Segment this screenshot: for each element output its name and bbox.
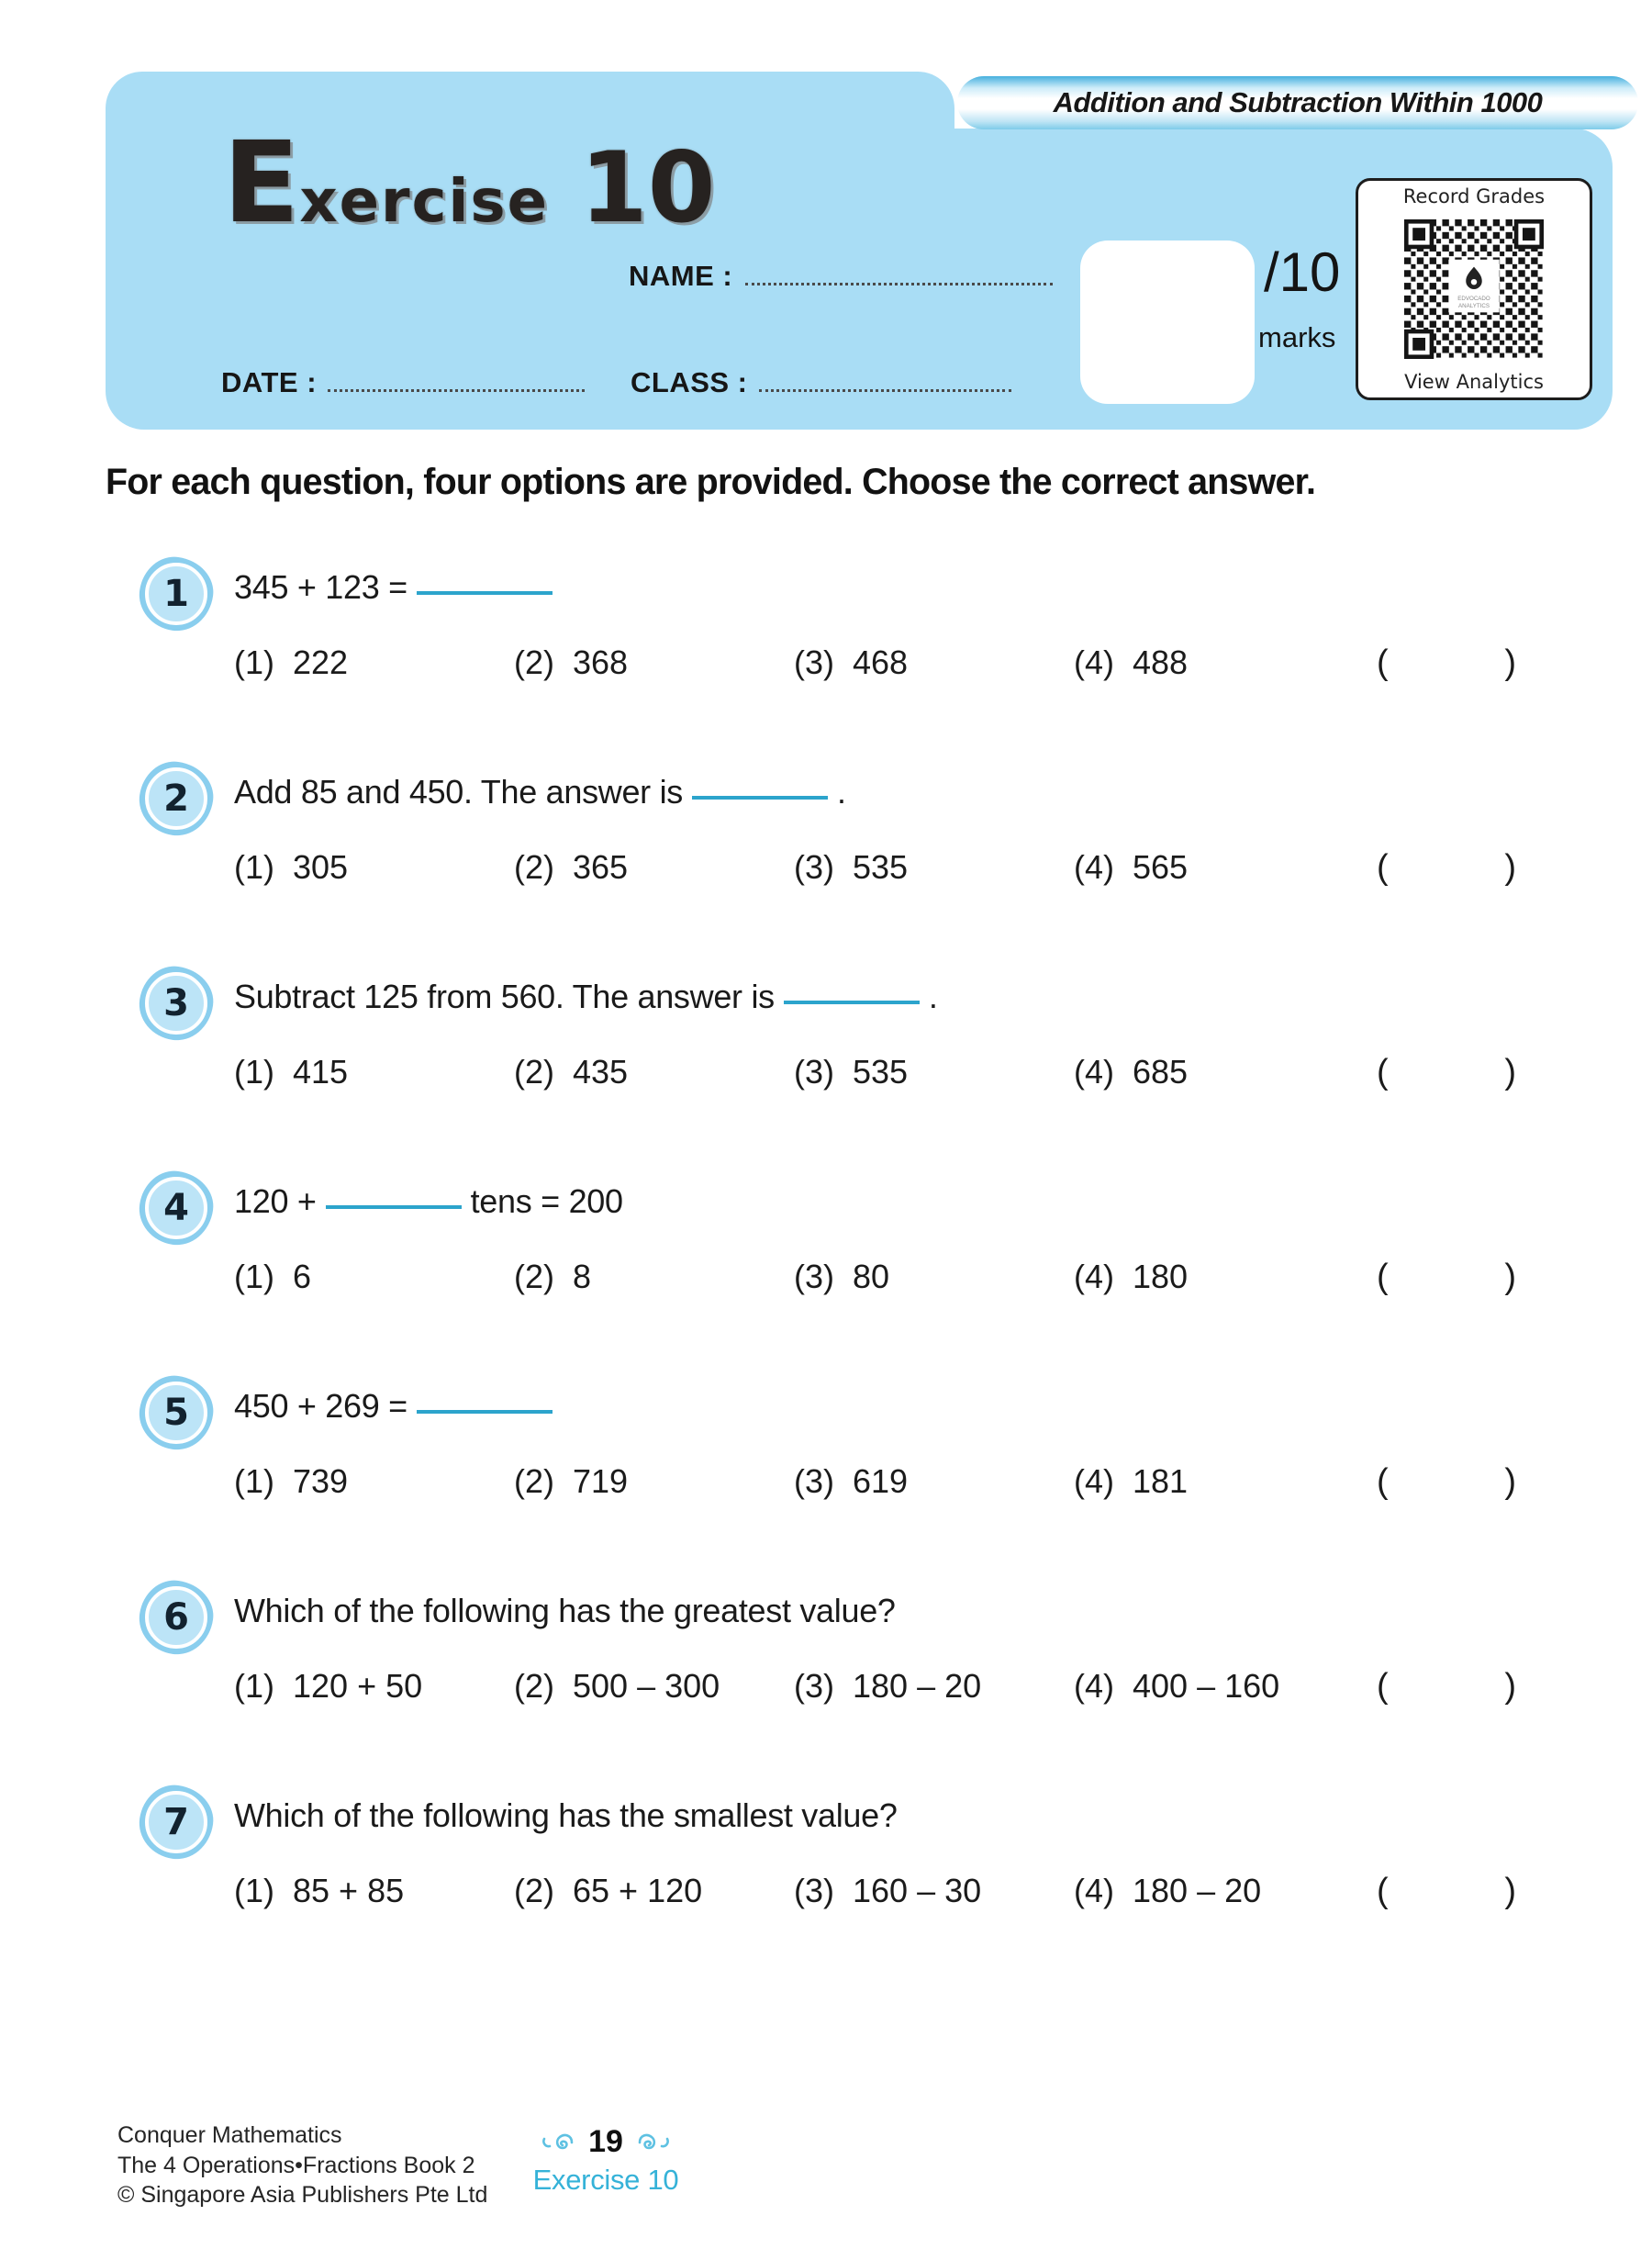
- answer-slot[interactable]: ( ): [1377, 643, 1516, 682]
- name-row: [629, 255, 1053, 293]
- qr-code: [1404, 219, 1544, 359]
- option-3: (3) 180 – 20: [794, 1667, 982, 1705]
- answer-blank[interactable]: [784, 1001, 920, 1004]
- question-text-after: .: [836, 773, 846, 811]
- question-list: [0, 552, 1652, 1985]
- question-text-before: 450 + 269 =: [234, 1387, 407, 1425]
- name-input-line[interactable]: [745, 255, 1053, 285]
- question-4: [0, 1166, 1652, 1371]
- question-number: 1: [145, 563, 207, 625]
- question-text-before: 345 + 123 =: [234, 568, 407, 606]
- page-footer: [496, 2124, 716, 2197]
- question-7-badge: [140, 1785, 213, 1859]
- question-text: [234, 978, 1615, 1016]
- question-body: [234, 1182, 1615, 1221]
- question-number: 5: [145, 1382, 207, 1444]
- question-4-badge: [140, 1171, 213, 1245]
- question-1: [0, 552, 1652, 756]
- options-row: [234, 1462, 1556, 1505]
- publisher-line-3: © Singapore Asia Publishers Pte Ltd: [117, 2182, 488, 2208]
- exercise-title-word: xercise: [299, 168, 549, 236]
- question-text-before: 120 +: [234, 1182, 317, 1220]
- options-row: [234, 848, 1556, 890]
- name-label: NAME :: [629, 260, 733, 292]
- option-4: (4) 488: [1074, 643, 1189, 681]
- marks-label: marks: [1258, 321, 1336, 353]
- qr-bottom-label: View Analytics: [1404, 371, 1544, 393]
- question-text: [234, 1387, 1615, 1426]
- left-swirl-ornament: [541, 2130, 575, 2155]
- question-number: 4: [145, 1177, 207, 1239]
- right-swirl-ornament: [636, 2130, 671, 2155]
- option-3: (3) 160 – 30: [794, 1872, 982, 1909]
- question-1-badge: [140, 557, 213, 631]
- question-text: [234, 773, 1615, 811]
- answer-slot[interactable]: ( ): [1377, 848, 1516, 887]
- answer-blank[interactable]: [417, 591, 553, 595]
- exercise-title-number: 10: [579, 131, 716, 244]
- question-body: [234, 1592, 1615, 1630]
- option-2: (2) 500 – 300: [514, 1667, 720, 1705]
- option-1: (1) 305: [234, 848, 349, 886]
- question-number: 3: [145, 972, 207, 1035]
- question-body: [234, 1387, 1615, 1426]
- question-7: [0, 1780, 1652, 1985]
- answer-blank[interactable]: [417, 1410, 553, 1414]
- option-3: (3) 468: [794, 643, 909, 681]
- qr-finder-tr: [1514, 219, 1544, 249]
- option-4: (4) 181: [1074, 1462, 1189, 1500]
- question-number: 7: [145, 1791, 207, 1853]
- option-2: (2) 65 + 120: [514, 1872, 703, 1909]
- chapter-banner: [957, 76, 1638, 129]
- options-row: [234, 1053, 1556, 1095]
- class-input-line[interactable]: [759, 362, 1011, 392]
- question-5: [0, 1371, 1652, 1575]
- qr-logo-line1: EDVOCADO: [1457, 295, 1490, 302]
- option-4: (4) 565: [1074, 848, 1189, 886]
- option-3: (3) 535: [794, 848, 909, 886]
- class-label: CLASS :: [631, 366, 748, 398]
- question-5-badge: [140, 1376, 213, 1449]
- header: [106, 72, 1613, 430]
- option-4: (4) 685: [1074, 1053, 1189, 1091]
- page-number-row: [496, 2124, 716, 2160]
- class-row: [631, 362, 1011, 399]
- date-label: DATE :: [221, 366, 318, 398]
- question-3: [0, 961, 1652, 1166]
- option-1: (1) 222: [234, 643, 349, 681]
- question-body: [234, 1796, 1615, 1835]
- option-2: (2) 719: [514, 1462, 629, 1500]
- question-text: Which of the following has the smallest value?: [234, 1796, 898, 1834]
- option-4: (4) 180: [1074, 1258, 1189, 1295]
- option-2: (2) 365: [514, 848, 629, 886]
- option-3: (3) 619: [794, 1462, 909, 1500]
- question-text-before: Subtract 125 from 560. The answer is: [234, 978, 775, 1015]
- options-row: [234, 643, 1556, 686]
- answer-blank[interactable]: [326, 1205, 462, 1209]
- question-6: [0, 1575, 1652, 1780]
- answer-slot[interactable]: ( ): [1377, 1053, 1516, 1091]
- answer-slot[interactable]: ( ): [1377, 1872, 1516, 1910]
- question-3-badge: [140, 967, 213, 1040]
- question-6-badge: [140, 1581, 213, 1654]
- qr-logo-line2: ANALYTICS: [1457, 302, 1490, 309]
- score-box[interactable]: [1080, 241, 1255, 404]
- options-row: [234, 1258, 1556, 1300]
- option-2: (2) 368: [514, 643, 629, 681]
- option-1: (1) 415: [234, 1053, 349, 1091]
- qr-panel: [1356, 178, 1592, 400]
- option-2: (2) 435: [514, 1053, 629, 1091]
- question-text-after: .: [928, 978, 938, 1015]
- question-text: Which of the following has the greatest value?: [234, 1592, 896, 1629]
- question-text: [234, 568, 1615, 607]
- qr-top-label: Record Grades: [1402, 185, 1546, 207]
- footer-exercise-ref: Exercise 10: [532, 2164, 679, 2196]
- option-2: (2) 8: [514, 1258, 592, 1295]
- option-1: (1) 120 + 50: [234, 1667, 423, 1705]
- date-row: [221, 362, 585, 399]
- question-number: 6: [145, 1586, 207, 1649]
- publisher-line-2: The 4 Operations•Fractions Book 2: [117, 2152, 475, 2178]
- answer-slot[interactable]: ( ): [1377, 1258, 1516, 1296]
- answer-blank[interactable]: [692, 796, 828, 800]
- question-text-before: Add 85 and 450. The answer is: [234, 773, 683, 811]
- option-3: (3) 535: [794, 1053, 909, 1091]
- marks-total: /10: [1264, 241, 1341, 303]
- exercise-title-initial: E: [223, 117, 300, 248]
- question-text-after: tens = 200: [470, 1182, 623, 1220]
- question-body: [234, 773, 1615, 811]
- answer-slot[interactable]: ( ): [1377, 1462, 1516, 1501]
- option-4: (4) 180 – 20: [1074, 1872, 1262, 1909]
- options-row: [234, 1872, 1556, 1914]
- publisher-line-1: Conquer Mathematics: [117, 2122, 342, 2148]
- question-number: 2: [145, 767, 207, 830]
- option-4: (4) 400 – 160: [1074, 1667, 1280, 1705]
- question-body: [234, 568, 1615, 607]
- exercise-title: [223, 117, 716, 248]
- qr-finder-bl: [1404, 330, 1434, 359]
- option-1: (1) 6: [234, 1258, 312, 1295]
- question-text: [234, 1182, 1615, 1221]
- question-2: [0, 756, 1652, 961]
- option-1: (1) 739: [234, 1462, 349, 1500]
- option-3: (3) 80: [794, 1258, 890, 1295]
- publisher-info: [117, 2120, 487, 2210]
- option-1: (1) 85 + 85: [234, 1872, 405, 1909]
- instruction-text: For each question, four options are provided. Choose the correct answer.: [106, 462, 1316, 502]
- question-2-badge: [140, 762, 213, 835]
- options-row: [234, 1667, 1556, 1709]
- qr-finder-tl: [1404, 219, 1434, 249]
- page-number: 19: [588, 2124, 623, 2159]
- date-input-line[interactable]: [328, 362, 585, 392]
- question-body: [234, 978, 1615, 1016]
- answer-slot[interactable]: ( ): [1377, 1667, 1516, 1706]
- chapter-banner-title: Addition and Subtraction Within 1000: [1053, 86, 1543, 118]
